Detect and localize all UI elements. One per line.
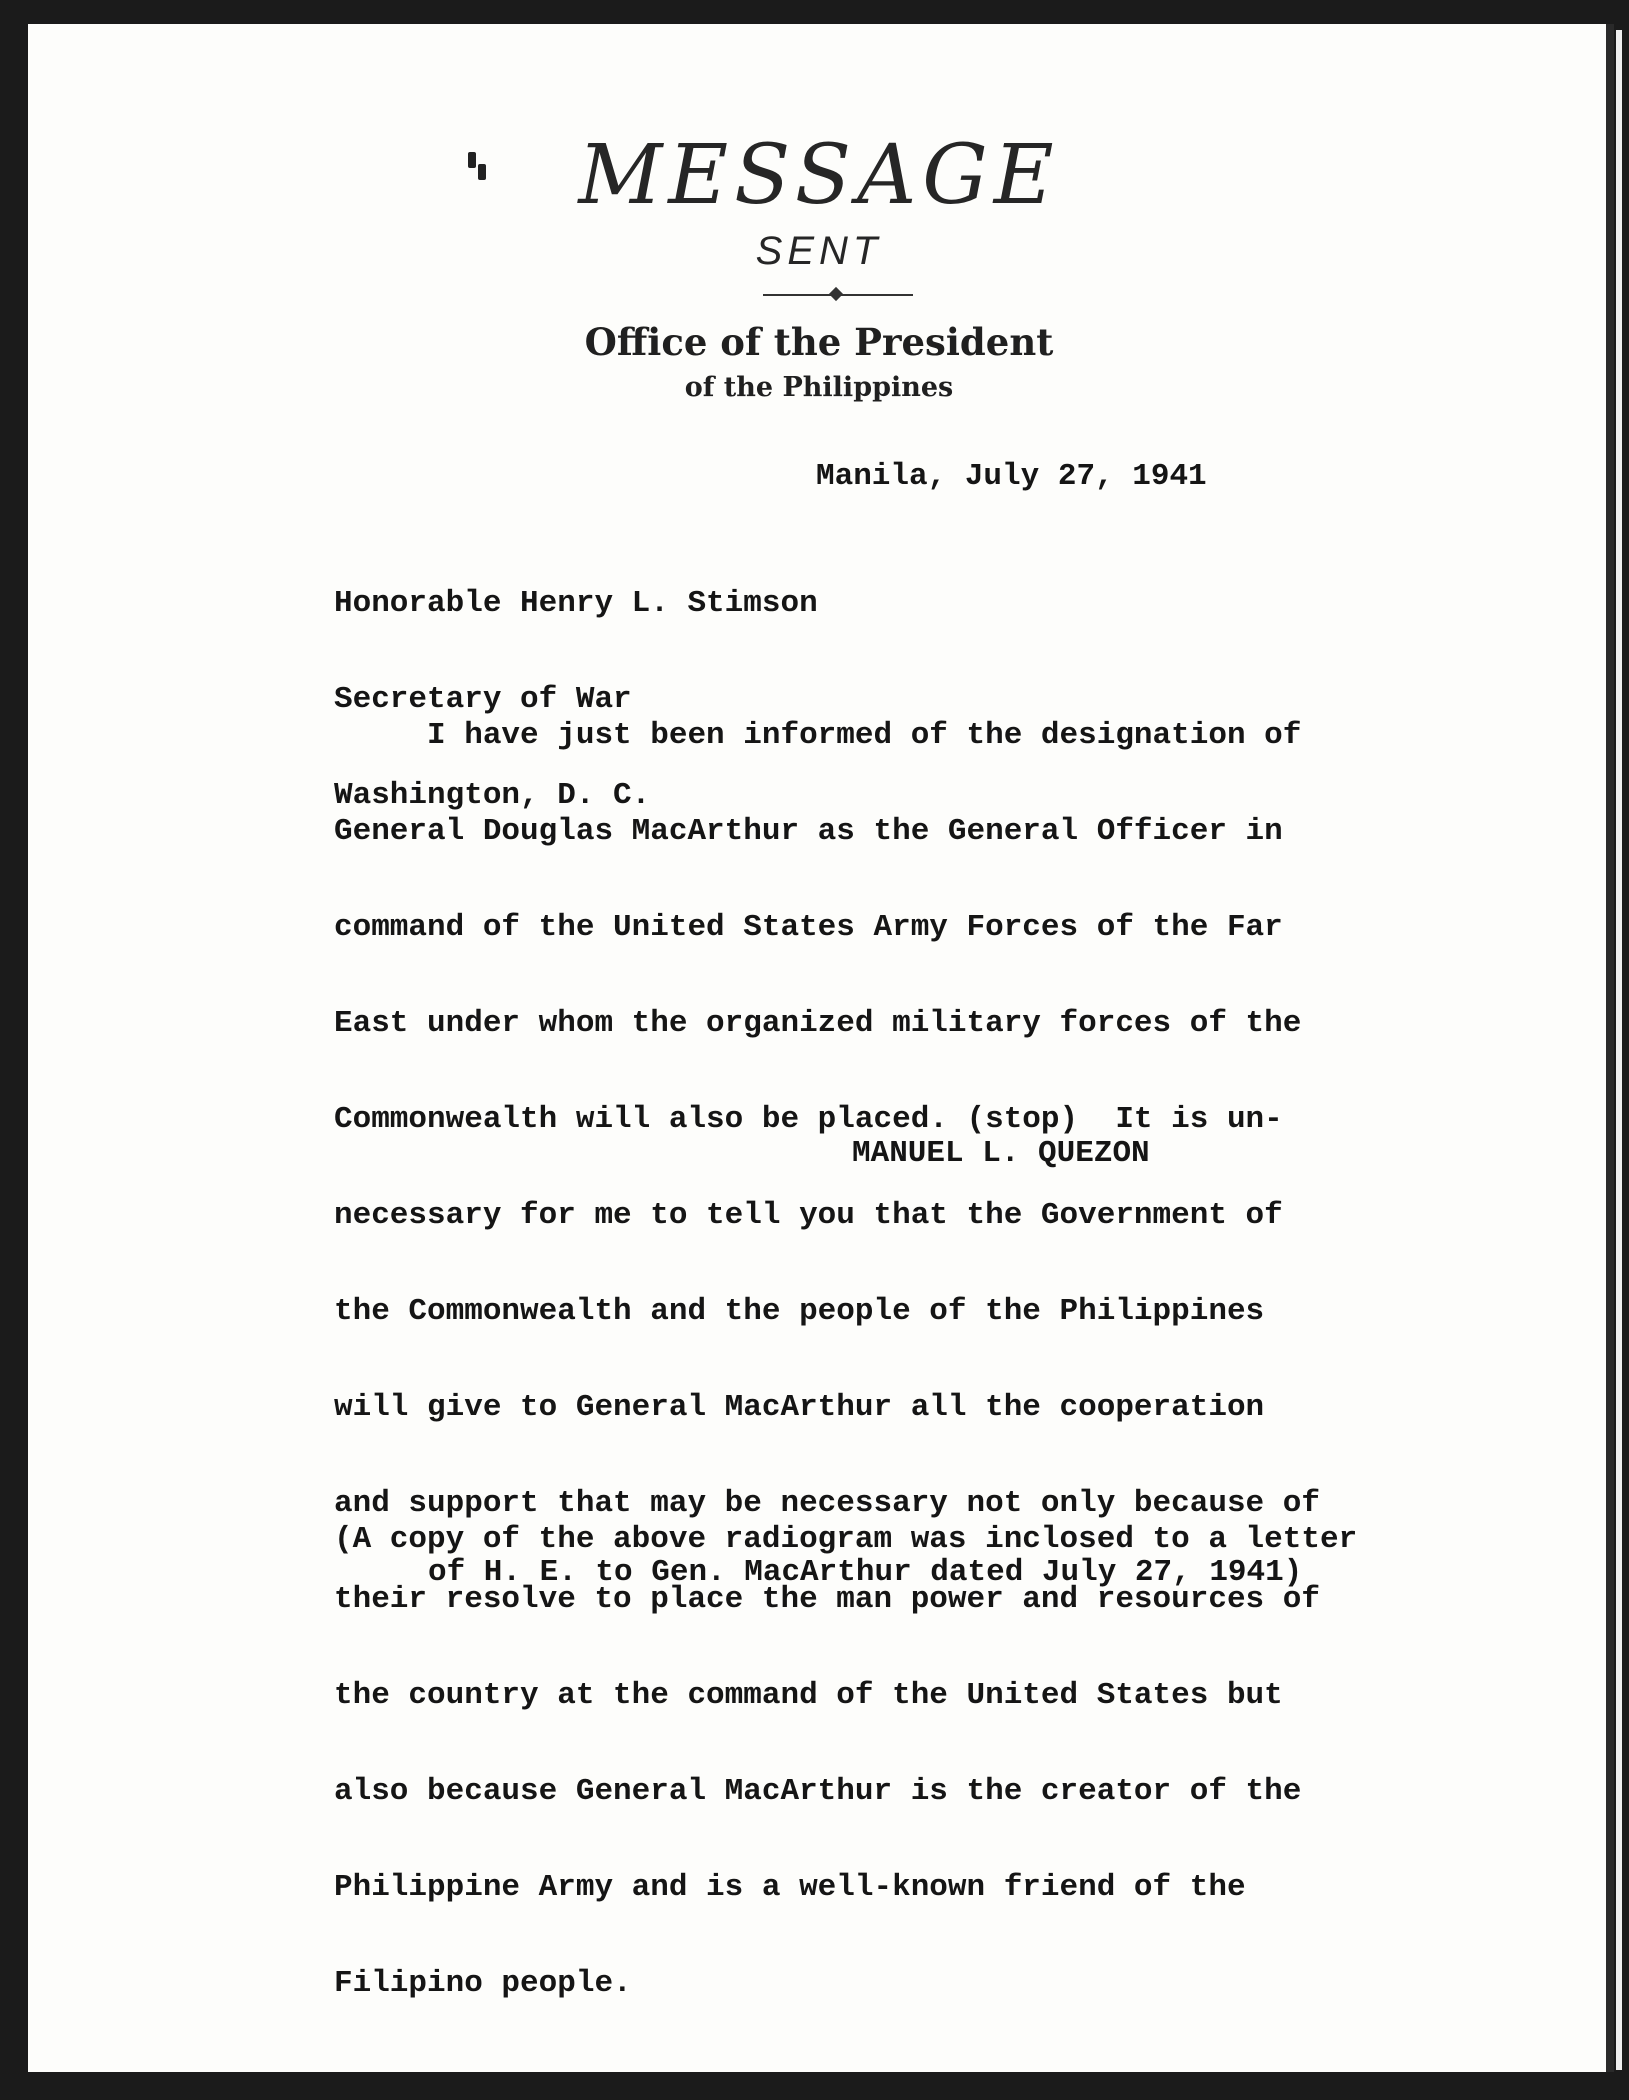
- body-line: command of the United States Army Forces of the Far: [334, 910, 1283, 945]
- page-edge-under: [1616, 30, 1622, 2070]
- body-line: also because General MacArthur is the creator of the: [334, 1774, 1302, 1809]
- body-line: I have just been informed of the designation of: [334, 718, 1302, 753]
- body-line: East under whom the organized military forces of the: [334, 1006, 1302, 1041]
- addressee-line: Honorable Henry L. Stimson: [334, 586, 818, 621]
- letterhead-divider: [763, 294, 913, 296]
- body-line: their resolve to place the man power and resources of: [334, 1582, 1320, 1617]
- addressee-line: Washington, D. C.: [334, 778, 651, 813]
- letterhead-title: MESSAGE: [578, 128, 1060, 223]
- footnote-line-2: of H. E. to Gen. MacArthur dated July 27, 1941): [428, 1555, 1303, 1590]
- letterhead-office: Office of the President: [584, 320, 1054, 364]
- letter-body: [334, 656, 1320, 2064]
- footnote-line-1: (A copy of the above radiogram was inclosed to a letter: [334, 1522, 1358, 1557]
- letter-date: Manila, July 27, 1941: [816, 459, 1207, 494]
- letterhead-office-country: of the Philippines: [684, 372, 954, 403]
- signature: MANUEL L. QUEZON: [852, 1136, 1150, 1171]
- body-line: Commonwealth will also be placed. (stop) It is un-: [334, 1102, 1283, 1137]
- body-line: the country at the command of the United States but: [334, 1678, 1283, 1713]
- letterhead-subtitle: SENT: [755, 229, 883, 273]
- body-line: and support that may be necessary not only because of: [334, 1486, 1320, 1521]
- document-page: [28, 24, 1610, 2072]
- addressee-line: Secretary of War: [334, 682, 632, 717]
- body-line: Philippine Army and is a well-known friend of the: [334, 1870, 1246, 1905]
- body-line: Filipino people.: [334, 1966, 632, 2001]
- body-line: General Douglas MacArthur as the General Officer in: [334, 814, 1283, 849]
- body-line: will give to General MacArthur all the cooperation: [334, 1390, 1265, 1425]
- body-line: necessary for me to tell you that the Government of: [334, 1198, 1283, 1233]
- body-line: the Commonwealth and the people of the Philippines: [334, 1294, 1265, 1329]
- page-edge-shadow: [1606, 24, 1614, 2072]
